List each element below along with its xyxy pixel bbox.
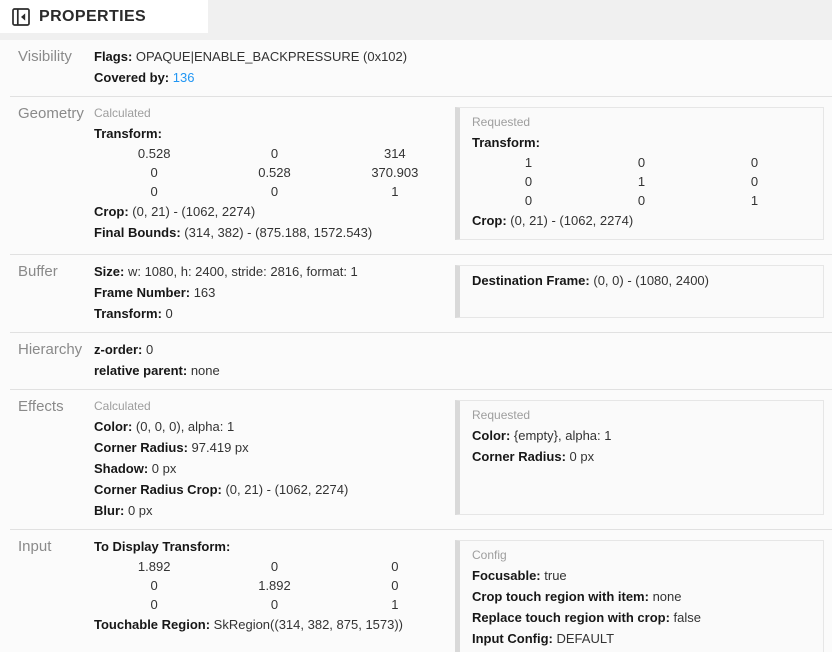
geometry-requested-box — [455, 107, 824, 240]
touchable-region-property — [94, 614, 455, 635]
effects-calculated-group — [94, 396, 455, 521]
buffer-properties — [94, 261, 455, 324]
matrix-cell: 0 — [391, 578, 399, 593]
calculated-transform-matrix — [94, 144, 455, 201]
group-label-calculated: Calculated — [94, 399, 151, 413]
z-order-value: 0 — [146, 342, 154, 357]
focusable-value: true — [544, 568, 567, 583]
crop-value: (0, 21) - (1062, 2274) — [132, 204, 256, 219]
geometry-calculated-group — [94, 103, 455, 246]
input-properties — [94, 536, 455, 652]
matrix-cell: 0 — [637, 193, 646, 208]
corner-radius-crop-key: Corner Radius Crop: — [94, 482, 222, 497]
effects-requested-box — [455, 400, 824, 515]
corner-radius-crop-value: (0, 21) - (1062, 2274) — [225, 482, 349, 497]
group-label-config: Config — [472, 548, 507, 562]
covered-by-link[interactable]: 136 — [172, 70, 195, 85]
to-display-transform-key: To Display Transform: — [94, 539, 231, 554]
crop-property — [94, 201, 455, 222]
shadow-property — [94, 458, 455, 479]
crop-key: Crop: — [94, 204, 129, 219]
destination-frame-property — [472, 270, 811, 291]
to-display-transform-matrix — [94, 557, 455, 614]
page-title: PROPERTIES — [39, 7, 147, 25]
hierarchy-properties — [94, 339, 455, 381]
section-input — [10, 530, 832, 652]
buffer-requested-box — [455, 265, 824, 318]
matrix-cell: 1 — [391, 184, 399, 199]
matrix-cell: 1.892 — [258, 578, 291, 593]
focusable-property — [472, 565, 811, 586]
color-property — [94, 416, 455, 437]
input-config-value: DEFAULT — [556, 631, 615, 646]
final-bounds-value: (314, 382) - (875.188, 1572.543) — [184, 225, 373, 240]
section-hierarchy — [10, 333, 832, 390]
matrix-cell: 0 — [150, 597, 158, 612]
touchable-region-key: Touchable Region: — [94, 617, 211, 632]
section-label-buffer: Buffer — [18, 263, 58, 280]
transform-heading — [472, 132, 811, 153]
properties-content — [0, 40, 832, 652]
shadow-key: Shadow: — [94, 461, 149, 476]
crop-key: Crop: — [472, 213, 507, 228]
matrix-cell: 0 — [150, 184, 158, 199]
frame-number-key: Frame Number: — [94, 285, 191, 300]
crop-touch-region-key: Crop touch region with item: — [472, 589, 649, 604]
input-config-box — [455, 540, 824, 652]
matrix-cell: 0 — [270, 184, 279, 199]
matrix-cell: 0 — [270, 559, 279, 574]
corner-radius-key: Corner Radius: — [94, 440, 188, 455]
focusable-key: Focusable: — [472, 568, 541, 583]
section-effects — [10, 390, 832, 530]
blur-key: Blur: — [94, 503, 125, 518]
final-bounds-property — [94, 222, 455, 243]
transform-key: Transform: — [94, 126, 162, 141]
visibility-properties — [94, 46, 455, 88]
group-label-calculated: Calculated — [94, 106, 151, 120]
size-value: w: 1080, h: 2400, stride: 2816, format: 1 — [127, 264, 358, 279]
matrix-cell: 0.528 — [258, 165, 291, 180]
group-label-requested: Requested — [472, 408, 531, 422]
frame-number-value: 163 — [193, 285, 216, 300]
flags-value: OPAQUE|ENABLE_BACKPRESSURE (0x102) — [135, 49, 408, 64]
crop-property — [472, 210, 811, 231]
matrix-cell: 0 — [270, 597, 279, 612]
replace-touch-region-key: Replace touch region with crop: — [472, 610, 670, 625]
matrix-cell: 0 — [637, 155, 646, 170]
collapse-panel-icon[interactable] — [12, 8, 30, 26]
matrix-cell: 1 — [524, 155, 533, 170]
covered-by-property — [94, 67, 455, 88]
color-property — [472, 425, 811, 446]
buffer-transform-value: 0 — [165, 306, 173, 321]
size-property — [94, 261, 455, 282]
input-config-key: Input Config: — [472, 631, 553, 646]
buffer-transform-key: Transform: — [94, 306, 162, 321]
transform-heading — [94, 123, 455, 144]
covered-by-key: Covered by: — [94, 70, 170, 85]
properties-title-tab — [0, 0, 208, 33]
crop-touch-region-property — [472, 586, 811, 607]
blur-value: 0 px — [127, 503, 153, 518]
corner-radius-key: Corner Radius: — [472, 449, 566, 464]
matrix-cell: 0 — [150, 165, 158, 180]
crop-value: (0, 21) - (1062, 2274) — [510, 213, 634, 228]
section-geometry — [10, 97, 832, 255]
section-label-hierarchy: Hierarchy — [18, 341, 83, 358]
matrix-cell: 314 — [383, 146, 406, 161]
section-label-geometry: Geometry — [18, 105, 84, 122]
destination-frame-key: Destination Frame: — [472, 273, 590, 288]
buffer-transform-property — [94, 303, 455, 324]
matrix-cell: 0 — [270, 146, 279, 161]
to-display-transform-heading — [94, 536, 455, 557]
color-value: {empty}, alpha: 1 — [513, 428, 612, 443]
matrix-cell: 0 — [750, 155, 759, 170]
final-bounds-key: Final Bounds: — [94, 225, 181, 240]
input-config-property — [472, 628, 811, 649]
destination-frame-value: (0, 0) - (1080, 2400) — [593, 273, 709, 288]
z-order-property — [94, 339, 455, 360]
matrix-cell: 1 — [637, 174, 646, 189]
corner-radius-crop-property — [94, 479, 455, 500]
flags-property — [94, 46, 455, 67]
matrix-cell: 0 — [750, 174, 759, 189]
blur-property — [94, 500, 455, 521]
matrix-cell: 0 — [524, 174, 533, 189]
relative-parent-key: relative parent: — [94, 363, 188, 378]
color-key: Color: — [472, 428, 511, 443]
crop-touch-region-value: none — [652, 589, 682, 604]
matrix-cell: 0 — [391, 559, 399, 574]
matrix-cell: 1 — [391, 597, 399, 612]
corner-radius-value: 0 px — [569, 449, 595, 464]
replace-touch-region-value: false — [673, 610, 702, 625]
corner-radius-property — [94, 437, 455, 458]
frame-number-property — [94, 282, 455, 303]
transform-key: Transform: — [472, 135, 540, 150]
section-visibility — [10, 40, 832, 97]
matrix-cell: 0.528 — [137, 146, 171, 161]
z-order-key: z-order: — [94, 342, 143, 357]
corner-radius-value: 97.419 px — [191, 440, 249, 455]
shadow-value: 0 px — [151, 461, 177, 476]
matrix-cell: 1.892 — [137, 559, 171, 574]
relative-parent-value: none — [190, 363, 220, 378]
corner-radius-property — [472, 446, 811, 467]
section-buffer — [10, 255, 832, 333]
touchable-region-value: SkRegion((314, 382, 875, 1573)) — [213, 617, 404, 632]
replace-touch-region-property — [472, 607, 811, 628]
flags-key: Flags: — [94, 49, 133, 64]
size-key: Size: — [94, 264, 125, 279]
matrix-cell: 0 — [524, 193, 533, 208]
color-value: (0, 0, 0), alpha: 1 — [135, 419, 235, 434]
color-key: Color: — [94, 419, 133, 434]
section-label-effects: Effects — [18, 398, 64, 415]
matrix-cell: 370.903 — [371, 165, 419, 180]
matrix-cell: 1 — [750, 193, 759, 208]
properties-header-bar — [0, 0, 832, 40]
group-label-requested: Requested — [472, 115, 531, 129]
requested-transform-matrix — [472, 153, 811, 210]
section-label-visibility: Visibility — [18, 48, 72, 65]
matrix-cell: 0 — [150, 578, 158, 593]
section-label-input: Input — [18, 538, 52, 555]
relative-parent-property — [94, 360, 455, 381]
